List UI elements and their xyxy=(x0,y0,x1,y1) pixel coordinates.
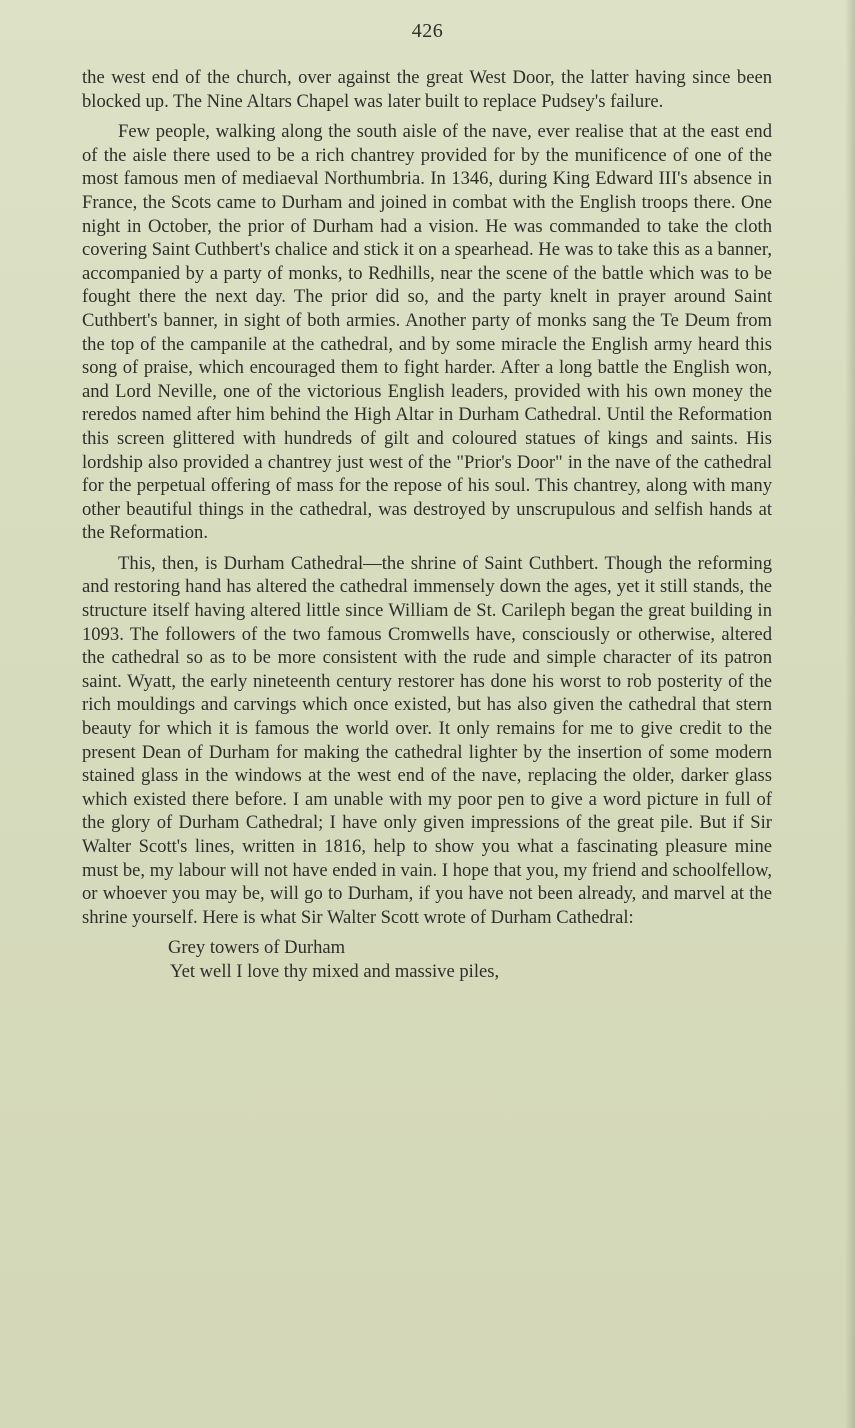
paragraph-1: the west end of the church, over against the great West Door, the latter having since been blocked up. The Nine Altars Chapel was later built to replace Pudsey's failure. xyxy=(82,67,772,112)
page-number: 426 xyxy=(411,20,444,42)
verse-line-1: Grey towers of Durham xyxy=(168,937,346,959)
paragraph-3: This, then, is Durham Cathedral—the shrine of Saint Cuthbert. Though the reforming and restoring hand has altered the cathedral immensely down the ages, yet it still stands, the structure itself having altered little since William de St. Carileph began the great building in 1093. The followers of the two famous Cromwells have, consciously or otherwise, altered the cathedral so as to be more consistent with the rude and simple character of its patron saint. Wyatt, the early nineteenth century restorer has done his worst to rob posterity of the rich mouldings and carvings which once existed, but has also given the cathedral that stern beauty for which it is famous the world over. It only remains for me to give credit to the present Dean of Durham for making the cathedral lighter by the insertion of some modern stained glass in the windows at the west end of the nave, replacing the older, darker glass which existed there before. I am unable with my poor pen to give a word picture in full of the glory of Durham Cathedral; I have only given impressions of the great pile. But if Sir Walter Scott's lines, written in 1816, help to show you what a fascinating pleasure mine must be, my labour will not have ended in vain. I hope that you, my friend and schoolfellow, or whoever you may be, will go to Durham, if you have not been already, and marvel at the shrine yourself. Here is what Sir Walter Scott wrote of Durham Cathedral: xyxy=(82,552,772,928)
page-body xyxy=(82,66,772,984)
verse-quote xyxy=(168,936,772,983)
verse-line-2: Yet well I love thy mixed and massive piles, xyxy=(170,960,500,982)
paragraph-2: Few people, walking along the south aisle of the nave, ever realise that at the east end of the aisle there used to be a rich chantrey provided for by the munificence of one of the most famous men of mediaeval Northumbria. In 1346, during King Edward III's absence in France, the Scots came to Durham and joined in combat with the English troops there. One night in October, the prior of Durham had a vision. He was commanded to take the cloth covering Saint Cuthbert's chalice and stick it on a spearhead. He was to take this as a banner, accompanied by a party of monks, to Redhills, near the scene of the battle which was to be fought there the next day. The prior did so, and the party knelt in prayer around Saint Cuthbert's banner, in sight of both armies. Another party of monks sang the Te Deum from the top of the campanile at the cathedral, and by some miracle the English army heard this song of praise, which encouraged them to fight harder. After a long battle the English won, and Lord Neville, one of the victorious English leaders, provided with his own money the reredos named after him behind the High Altar in Durham Cathedral. Until the Reformation this screen glittered with hundreds of gilt and coloured statues of kings and saints. His lordship also provided a chantrey just west of the "Prior's Door" in the nave of the cathedral for the perpetual offering of mass for the repose of his soul. This chantrey, along with many other beautiful things in the cathedral, was destroyed by unscrupulous and selfish hands at the Reformation. xyxy=(82,121,772,544)
page-edge-shadow xyxy=(845,0,855,1428)
